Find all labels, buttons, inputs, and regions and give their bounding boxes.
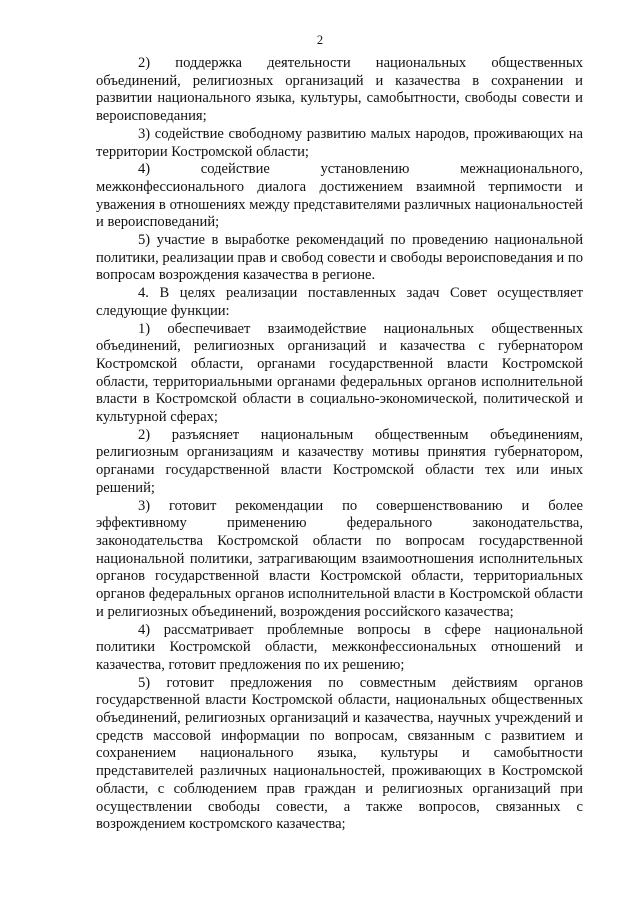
document-body (96, 55, 583, 834)
page-number: 2 (316, 33, 324, 47)
paragraph-item-3-small-peoples: 3) содействие свободному развитию малых народов, проживающих на территории Костромской области; (96, 125, 583, 160)
paragraph-function-1: 1) обеспечивает взаимодействие национальных общественных объединений, религиозных организаций и казачества с губернатором Костромской области, органами государственной власти Костромской области, территориальными органами федеральных органов исполнительной власти в Костромской области в социально-экономической, политической и культурной сферах; (96, 320, 583, 426)
paragraph-section-4-functions: 4. В целях реализации поставленных задач Совет осуществляет следующие функции: (96, 285, 583, 319)
paragraph-item-2-support: 2) поддержка деятельности национальных общественных объединений, религиозных организаций и казачества в сохранении и развитии национального языка, культуры, самобытности, свободы совести и вероисповедания; (96, 55, 583, 125)
paragraph-function-2: 2) разъясняет национальным общественным объединениям, религиозным организациям и казачеству мотивы принятия губернатором, органами государственной власти Костромской области тех или иных решений; (96, 426, 583, 496)
paragraph-function-3: 3) готовит рекомендации по совершенствованию и более эффективному применению федерального законодательства, законодательства Костромской области по вопросам государственной национальной политики, затрагивающим взаимоотношения исполнительных органов государственной власти Костромской области, территориальных органов федеральных органов исполнительной власти в Костромской области и религиозных объединений, возрождения российского казачества; (96, 497, 583, 620)
paragraph-function-4: 4) рассматривает проблемные вопросы в сфере национальной политики Костромской области, межконфессиональных отношений и казачества, готовит предложения по их решению; (96, 621, 583, 673)
paragraph-item-4-dialogue: 4) содействие установлению межнационального, межконфессионального диалога достижением взаимной терпимости и уважения в отношениях между представителями различных национальностей и вероисповеданий; (96, 161, 583, 231)
paragraph-function-5: 5) готовит предложения по совместным действиям органов государственной власти Костромской области, национальных общественных объединений, религиозных организаций и казачества, научных учреждений и средств массовой информации по вопросам, связанным с развитием и сохранением национального языка, культуры и самобытности представителей различных национальностей, проживающих в Костромской области, с соблюдением прав граждан и религиозных организаций при осуществлении свободы совести, а также вопросов, связанных с возрождением костромского казачества; (96, 674, 583, 833)
paragraph-item-5-recommendations: 5) участие в выработке рекомендаций по проведению национальной политики, реализации прав и свобод совести и свободы вероисповедания и по вопросам возрождения казачества в регионе. (96, 232, 583, 284)
